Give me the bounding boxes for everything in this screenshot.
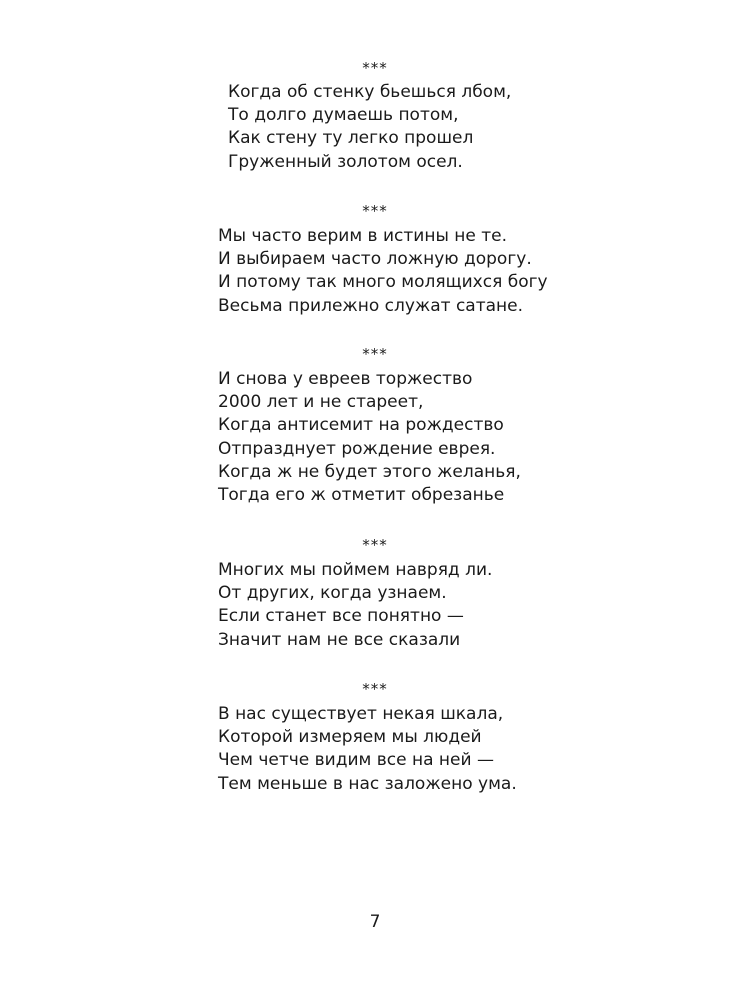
stanza-lines: [218, 559, 718, 652]
poem-line: Весьма прилежно служат сатане.: [218, 295, 524, 316]
stanza-separator: ***: [362, 59, 388, 77]
poem-line: Когда об стенку бьешься лбом,: [228, 82, 512, 102]
poem-line: Если станет все понятно —: [218, 606, 464, 627]
poem-line: И выбираем часто ложную дорогу.: [218, 249, 532, 270]
stanza-separator: ***: [362, 345, 388, 363]
stanza-separator: ***: [362, 680, 388, 698]
poem-line: Тогда его ж отметит обрезанье: [218, 484, 505, 505]
poem-line: И снова у евреев торжество: [218, 369, 473, 389]
poem-line: 2000 лет и не стареет,: [218, 392, 424, 413]
poem-line: В нас существует некая шкала,: [218, 704, 504, 724]
poem-line: Тем меньше в нас заложено ума.: [218, 773, 517, 794]
stanza-lines: [228, 81, 728, 174]
poem-line: Когда ж не будет этого желанья,: [218, 461, 521, 482]
stanza-separator: ***: [362, 536, 388, 554]
poem-line: Отпразднует рождение еврея.: [218, 438, 496, 459]
poem-line: Когда антисемит на рождество: [218, 415, 504, 436]
poem-line: Чем четче видим все на ней —: [218, 750, 494, 771]
poem-line: То долго думаешь потом,: [228, 105, 459, 126]
page-number: 7: [369, 912, 381, 932]
poem-line: Мы часто верим в истины не те.: [218, 226, 508, 246]
poem-line: Груженный золотом осел.: [228, 151, 463, 172]
poem-line: От других, когда узнаем.: [218, 583, 447, 604]
poem-line: Как стену ту легко прошел: [228, 128, 474, 149]
stanza-lines: [218, 225, 718, 318]
poem-line: Значит нам не все сказали: [218, 629, 461, 650]
stanza-lines: [218, 703, 718, 796]
stanza-lines: [218, 368, 718, 507]
poem-line: Многих мы поймем навряд ли.: [218, 560, 493, 580]
poem-line: Которой измеряем мы людей: [218, 727, 482, 748]
stanza-separator: ***: [362, 202, 388, 220]
poem-line: И потому так много молящихся богу: [218, 272, 548, 293]
